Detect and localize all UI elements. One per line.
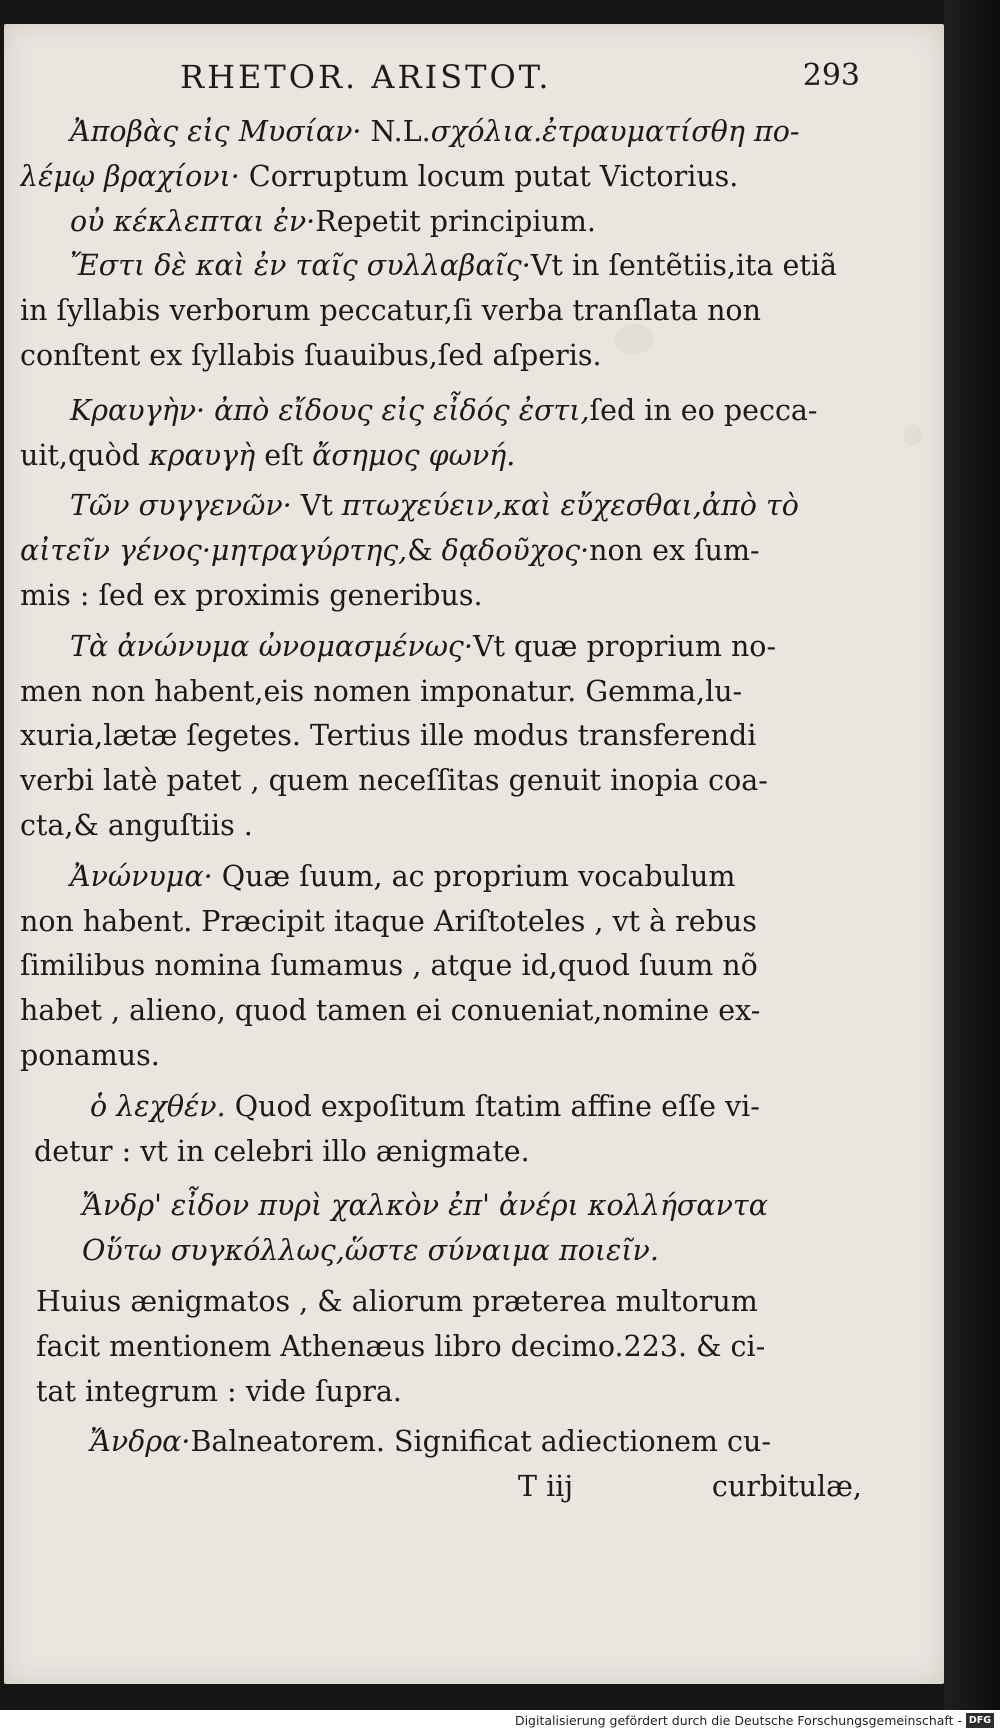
greek-text: λέμῳ βραχίονι·	[20, 159, 240, 193]
text-line	[20, 1085, 882, 1130]
latin-text: xuria,lætæ ſegetes. Tertius ille modus transferendi	[20, 719, 757, 753]
catchword: curbitulæ,	[711, 1470, 862, 1504]
greek-verse: Ἄνδρ' εἶδον πυρὶ χαλκὸν ἐπ' ἀνέρι κολλήσαντα	[82, 1189, 768, 1223]
latin-text: Vt in ſentẽtiis,ita etiã	[530, 249, 837, 283]
greek-lemma: Ἄνδρα·	[90, 1425, 191, 1459]
latin-text: ſed in eo pecca-	[589, 393, 818, 427]
latin-text: detur : vt in celebri illo ænigmate.	[34, 1134, 530, 1168]
latin-text: conſtent ex ſyllabis ſuauibus,ſed aſperis.	[20, 338, 602, 372]
paper-stain	[904, 424, 922, 446]
text-line	[20, 670, 882, 715]
page-number: 293	[802, 58, 860, 93]
text-line	[20, 900, 882, 945]
greek-lemma: Ἀνώνυμα·	[70, 859, 213, 893]
text-line	[20, 714, 882, 759]
latin-text: Huius ænigmatos , & aliorum præterea multorum	[36, 1284, 758, 1318]
latin-text: Repetit principium.	[315, 204, 596, 238]
text-line	[20, 804, 882, 849]
latin-text: habet , alieno, quod tamen ei conueniat,nomine ex-	[20, 994, 761, 1028]
text-line	[20, 989, 882, 1034]
greek-text: αἰτεῖν γένος·μητραγύρτης,	[20, 534, 408, 568]
footer-credit: Digitalisierung gefördert durch die Deutsche Forschungsgemeinschaft -	[514, 1713, 962, 1728]
greek-text: σχόλια.ἐτραυματίσθη πο-	[430, 115, 800, 148]
text-line	[20, 1280, 882, 1325]
text-line	[20, 1420, 882, 1465]
text-line	[20, 574, 882, 619]
greek-lemma: οὐ κέκλεπται ἐν·	[70, 204, 316, 238]
latin-text: ſimilibus nomina ſumamus , atque id,quod ſuum nõ	[20, 949, 758, 983]
text-line	[20, 529, 882, 574]
greek-text: κραυγὴ	[149, 438, 256, 472]
latin-text: non ex ſum-	[589, 534, 760, 568]
latin-text: in ſyllabis verborum peccatur,ſi verba tranſlata non	[20, 294, 761, 328]
text-line	[20, 1130, 882, 1175]
text-line	[20, 155, 882, 200]
verse-line	[20, 1229, 882, 1274]
text-line	[20, 944, 882, 989]
signature-line	[20, 1465, 882, 1510]
latin-text: Vt	[291, 489, 342, 523]
latin-text: verbi latè patet , quem neceſſitas genuit inopia coa-	[20, 764, 768, 798]
text-line	[20, 244, 882, 289]
greek-text: δᾳδοῦχος·	[441, 534, 590, 568]
greek-text: πτωχεύειν,καὶ εὔχεσθαι,ἀπὸ τὸ	[341, 489, 799, 523]
greek-lemma: Κραυγὴν· ἀπὸ εἴδους εἰς εἶδός ἐστι,	[70, 393, 590, 427]
text-line	[20, 484, 882, 529]
greek-lemma: Τῶν συγγενῶν·	[70, 489, 292, 523]
latin-text: Balneatorem. Significat adiectionem cu-	[190, 1425, 771, 1459]
latin-text: facit mentionem Athenæus libro decimo.223. & ci-	[36, 1329, 766, 1363]
verse-line	[20, 1184, 882, 1229]
text-line	[20, 1034, 882, 1079]
signature-mark: T iij	[518, 1470, 574, 1504]
text-line	[20, 289, 882, 334]
latin-text: &	[407, 534, 442, 568]
latin-text: eſt	[255, 438, 313, 472]
text-line	[20, 1370, 882, 1415]
greek-lemma: Ἀποβὰς εἰς Μυσίαν·	[70, 115, 362, 148]
footer-bar	[0, 1710, 1000, 1732]
greek-lemma: Τὰ ἀνώνυμα ὠνομασμένως·	[70, 629, 473, 663]
greek-text: ἄσημος φωνή.	[312, 438, 516, 472]
latin-text: Vt quæ proprium no-	[472, 629, 777, 663]
text-line	[20, 855, 882, 900]
text-line	[20, 110, 882, 155]
latin-text: Quæ ſuum, ac proprium vocabulum	[212, 859, 736, 893]
latin-text: men non habent,eis nomen imponatur. Gemma,lu-	[20, 674, 743, 708]
latin-text: cta,& anguſtiis .	[20, 808, 253, 842]
dfg-logo-icon: DFG	[966, 1713, 994, 1728]
running-title: RHETOR. ARISTOT.	[180, 58, 552, 96]
latin-text: ponamus.	[20, 1038, 160, 1072]
book-edge-shadow	[944, 0, 1000, 1710]
text-line	[20, 389, 882, 434]
latin-text: Quod expoſitum ſtatim affine eſſe vi-	[225, 1089, 760, 1123]
latin-text: Corruptum locum putat Victorius.	[239, 159, 739, 193]
text-line	[20, 334, 882, 379]
text-line	[20, 759, 882, 804]
latin-text: mis : ſed ex proximis generibus.	[20, 578, 483, 612]
greek-verse: Οὕτω συγκόλλως,ὥστε σύναιμα ποιεῖν.	[82, 1234, 659, 1268]
latin-text: tat integrum : vide ſupra.	[36, 1374, 402, 1408]
text-line	[20, 1325, 882, 1370]
text-line	[20, 434, 882, 479]
greek-lemma: Ἔστι δὲ καὶ ἐν ταῖς συλλαβαῖς·	[70, 249, 531, 283]
latin-text: non habent. Præcipit itaque Ariſtoteles , vt à rebus	[20, 904, 757, 938]
text-line	[20, 200, 882, 245]
latin-text: uit,quòd	[20, 438, 150, 472]
greek-lemma: ὁ λεχθέν.	[90, 1089, 226, 1123]
latin-text: N.L.	[361, 115, 431, 148]
text-line	[20, 625, 882, 670]
text-body	[20, 110, 882, 1510]
